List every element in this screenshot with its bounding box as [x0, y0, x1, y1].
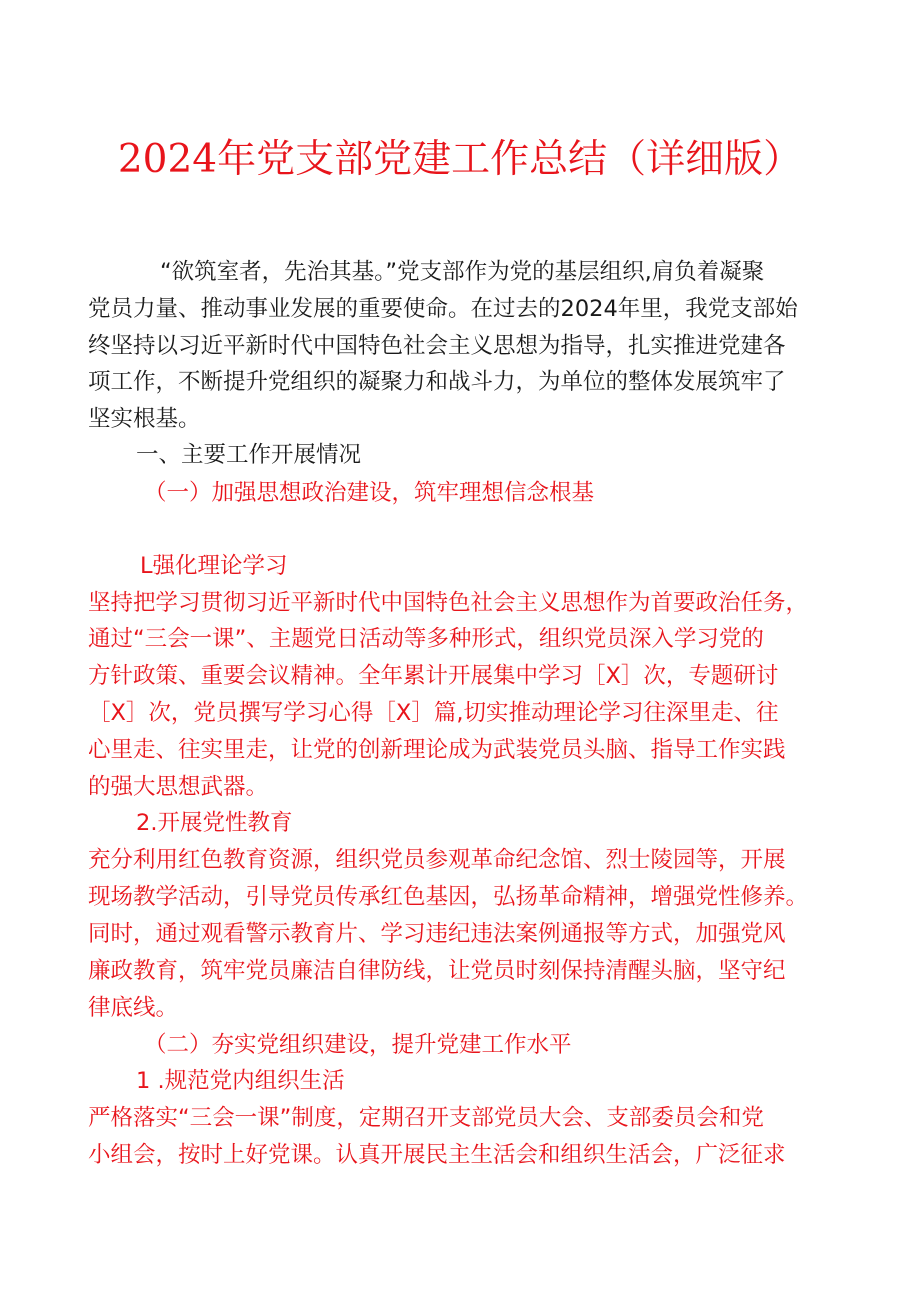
body-line: 廉政教育，筑牢党员廉洁自律防线，让党员时刻保持清醒头脑，坚守纪 — [88, 958, 786, 984]
body-line: 一、主要工作开展情况 — [136, 442, 362, 468]
body-line: 项工作，不断提升党组织的凝聚力和战斗力，为单位的整体发展筑牢了 — [88, 369, 786, 395]
body-line: 2.开展党性教育 — [136, 810, 293, 836]
body-line: 现场教学活动，引导党员传承红色基因，弘扬革命精神，增强党性修养。 — [88, 884, 809, 910]
body-line: （二）夯实党组织建设，提升党建工作水平 — [144, 1032, 572, 1058]
body-line: 心里走、往实里走，让党的创新理论成为武装党员头脑、指导工作实践 — [88, 737, 786, 763]
body-line: 方针政策、重要会议精神。全年累计开展集中学习［X］次，专题研讨 — [88, 663, 779, 689]
body-line: 同时，通过观看警示教育片、学习违纪违法案例通报等方式，加强党风 — [88, 921, 786, 947]
body-line: 充分利用红色教育资源，组织党员参观革命纪念馆、烈士陵园等，开展 — [88, 847, 786, 873]
body-line: 的强大思想武器。 — [88, 774, 269, 800]
body-line: 1 .规范党内组织生活 — [136, 1068, 345, 1094]
body-line: 律底线。 — [88, 995, 179, 1021]
body-line: 坚持把学习贯彻习近平新时代中国特色社会主义思想作为首要政治任务， — [88, 590, 809, 616]
body-line: L强化理论学习 — [140, 553, 288, 579]
body-line: 党员力量、推动事业发展的重要使命。在过去的2024年里，我党支部始 — [88, 296, 798, 322]
body-line: 小组会，按时上好党课。认真开展民主生活会和组织生活会，广泛征求 — [88, 1142, 786, 1168]
body-line: 通过“三会一课”、主题党日活动等多种形式，组织党员深入学习党的 — [88, 626, 764, 652]
body-line: “欲筑室者，先治其基。”党支部作为党的基层组织,肩负着凝聚 — [160, 259, 765, 285]
body-line: 坚实根基。 — [88, 406, 201, 432]
document-title: 2024年党支部党建工作总结（详细版） — [117, 137, 803, 182]
body-line: （一）加强思想政治建设，筑牢理想信念根基 — [144, 480, 595, 506]
body-line: 严格落实“三会一课”制度，定期召开支部党员大会、支部委员会和党 — [88, 1105, 764, 1131]
body-line: ［X］次，党员撰写学习心得［X］篇,切实推动理论学习往深里走、往 — [88, 700, 779, 726]
body-line: 终坚持以习近平新时代中国特色社会主义思想为指导，扎实推进党建各 — [88, 333, 786, 359]
